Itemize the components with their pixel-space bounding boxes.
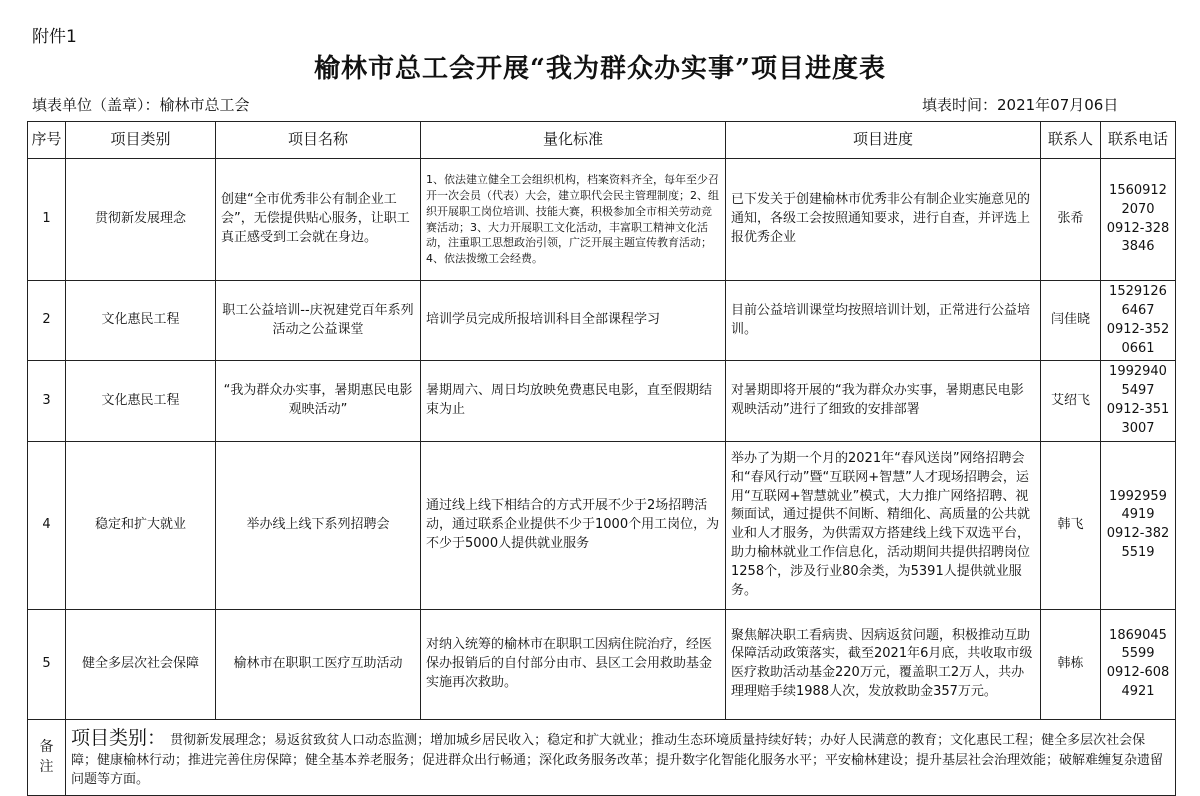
mobile-number: 15609122070 bbox=[1109, 182, 1167, 217]
contact-phone bbox=[1101, 281, 1176, 361]
landline-number: 0912-3520661 bbox=[1106, 321, 1170, 356]
landline-number: 0912-3825519 bbox=[1106, 526, 1170, 561]
header-cell: 联系人 bbox=[1041, 122, 1101, 159]
project-category: 文化惠民工程 bbox=[66, 361, 216, 441]
progress-table bbox=[27, 121, 1176, 796]
quantified-standard: 暑期周六、周日均放映免费惠民电影，直至假期结束为止 bbox=[421, 361, 726, 441]
quantified-standard: 对纳入统筹的榆林市在职职工因病住院治疗，经医保办报销后的自付部分由市、县区工会用救助基金实施再次救助。 bbox=[421, 609, 726, 719]
project-name: 榆林市在职职工医疗互助活动 bbox=[216, 609, 421, 719]
row-number: 4 bbox=[28, 441, 66, 609]
row-number: 5 bbox=[28, 609, 66, 719]
table-row bbox=[28, 361, 1176, 441]
project-name: 职工公益培训--庆祝建党百年系列活动之公益课堂 bbox=[216, 281, 421, 361]
project-progress: 目前公益培训课堂均按照培训计划，正常进行公益培训。 bbox=[726, 281, 1041, 361]
project-category: 稳定和扩大就业 bbox=[66, 441, 216, 609]
contact-person: 韩栋 bbox=[1041, 609, 1101, 719]
project-category: 贯彻新发展理念 bbox=[66, 159, 216, 281]
quantified-standard: 通过线上线下相结合的方式开展不少于2场招聘活动，通过联系企业提供不少于1000个用工岗位，为不少于5000人提供就业服务 bbox=[421, 441, 726, 609]
quantified-standard: 培训学员完成所报培训科目全部课程学习 bbox=[421, 281, 726, 361]
project-progress: 聚焦解决职工看病贵、因病返贫问题，积极推动互助保障活动政策落实，截至2021年6月底，共收取市级医疗救助活动基金220万元，覆盖职工2万人，共办理理赔手续1988人次，发放救助金357万元。 bbox=[726, 609, 1041, 719]
header-cell: 联系电话 bbox=[1101, 122, 1176, 159]
contact-person: 张希 bbox=[1041, 159, 1101, 281]
mobile-number: 18690455599 bbox=[1109, 627, 1167, 662]
header-cell: 项目进度 bbox=[726, 122, 1041, 159]
table-row bbox=[28, 159, 1176, 281]
project-progress: 对暑期即将开展的“我为群众办实事，暑期惠民电影观映活动”进行了细致的安排部署 bbox=[726, 361, 1041, 441]
table-row bbox=[28, 281, 1176, 361]
notes-content bbox=[66, 719, 1176, 795]
contact-phone bbox=[1101, 159, 1176, 281]
filling-unit: 填表单位（盖章）：榆林市总工会 bbox=[32, 96, 250, 114]
row-number: 1 bbox=[28, 159, 66, 281]
quantified-standard: 1、依法建立健全工会组织机构，档案资料齐全，每年至少召开一次会员（代表）大会，建立职代会民主管理制度；2、组织开展职工岗位培训、技能大赛，积极参加全市相关劳动竞赛活动；3、大力开展职工文化活动，丰富职工精神文化活动，注重职工思想政治引领，广泛开展主题宣传教育活动；4、依法拨缴工会经费。 bbox=[421, 159, 726, 281]
contact-person: 艾绍飞 bbox=[1041, 361, 1101, 441]
attachment-label: 附件1 bbox=[32, 27, 77, 47]
header-cell: 量化标准 bbox=[421, 122, 726, 159]
project-category: 健全多层次社会保障 bbox=[66, 609, 216, 719]
project-category: 文化惠民工程 bbox=[66, 281, 216, 361]
header-cell: 序号 bbox=[28, 122, 66, 159]
table-row bbox=[28, 609, 1176, 719]
project-progress: 已下发关于创建榆林市优秀非公有制企业实施意见的通知，各级工会按照通知要求，进行自查，并评选上报优秀企业 bbox=[726, 159, 1041, 281]
mobile-number: 19929405497 bbox=[1109, 364, 1167, 399]
project-progress: 举办了为期一个月的2021年“春风送岗”网络招聘会和“春风行动”暨“互联网+智慧”人才现场招聘会，运用“互联网+智慧就业”模式，大力推广网络招聘、视频面试，通过提供不间断、精细化、高质量的公共就业和人才服务，为供需双方搭建线上线下双选平台，助力榆林就业工作信息化，活动期间共提供招聘岗位1258个，涉及行业80余类，为5391人提供就业服务。 bbox=[726, 441, 1041, 609]
notes-heading: 项目类别： bbox=[71, 726, 167, 749]
project-name: “我为群众办实事，暑期惠民电影观映活动” bbox=[216, 361, 421, 441]
notes-row bbox=[28, 719, 1176, 795]
header-cell: 项目名称 bbox=[216, 122, 421, 159]
row-number: 2 bbox=[28, 281, 66, 361]
landline-number: 0912-3283846 bbox=[1106, 220, 1170, 255]
notes-label: 备注 bbox=[28, 719, 66, 795]
project-name: 举办线上线下系列招聘会 bbox=[216, 441, 421, 609]
contact-person: 闫佳晓 bbox=[1041, 281, 1101, 361]
mobile-number: 15291266467 bbox=[1109, 284, 1167, 318]
contact-phone bbox=[1101, 361, 1176, 441]
contact-phone bbox=[1101, 609, 1176, 719]
page-title: 榆林市总工会开展“我为群众办实事”项目进度表 bbox=[314, 54, 886, 84]
project-name: 创建“全市优秀非公有制企业工会”，无偿提供贴心服务，让职工真正感受到工会就在身边。 bbox=[216, 159, 421, 281]
filling-date: 填表时间：2021年07月06日 bbox=[922, 96, 1119, 114]
notes-text: 贯彻新发展理念；易返贫致贫人口动态监测；增加城乡居民收入；稳定和扩大就业；推动生态环境质量持续好转；办好人民满意的教育；文化惠民工程；健全多层次社会保障；健康榆林行动；推进完善住房保障；健全基本养老服务；促进群众出行畅通；深化政务服务改革；提升数字化智能化服务水平；平安榆林建设；提升基层社会治理效能；破解难缠复杂遗留问题等方面。 bbox=[71, 732, 1164, 788]
row-number: 3 bbox=[28, 361, 66, 441]
header-row bbox=[28, 122, 1176, 159]
mobile-number: 19929594919 bbox=[1109, 488, 1167, 523]
contact-person: 韩飞 bbox=[1041, 441, 1101, 609]
header-cell: 项目类别 bbox=[66, 122, 216, 159]
landline-number: 0912-6084921 bbox=[1106, 665, 1170, 700]
table-row bbox=[28, 441, 1176, 609]
landline-number: 0912-3513007 bbox=[1106, 402, 1170, 436]
contact-phone bbox=[1101, 441, 1176, 609]
